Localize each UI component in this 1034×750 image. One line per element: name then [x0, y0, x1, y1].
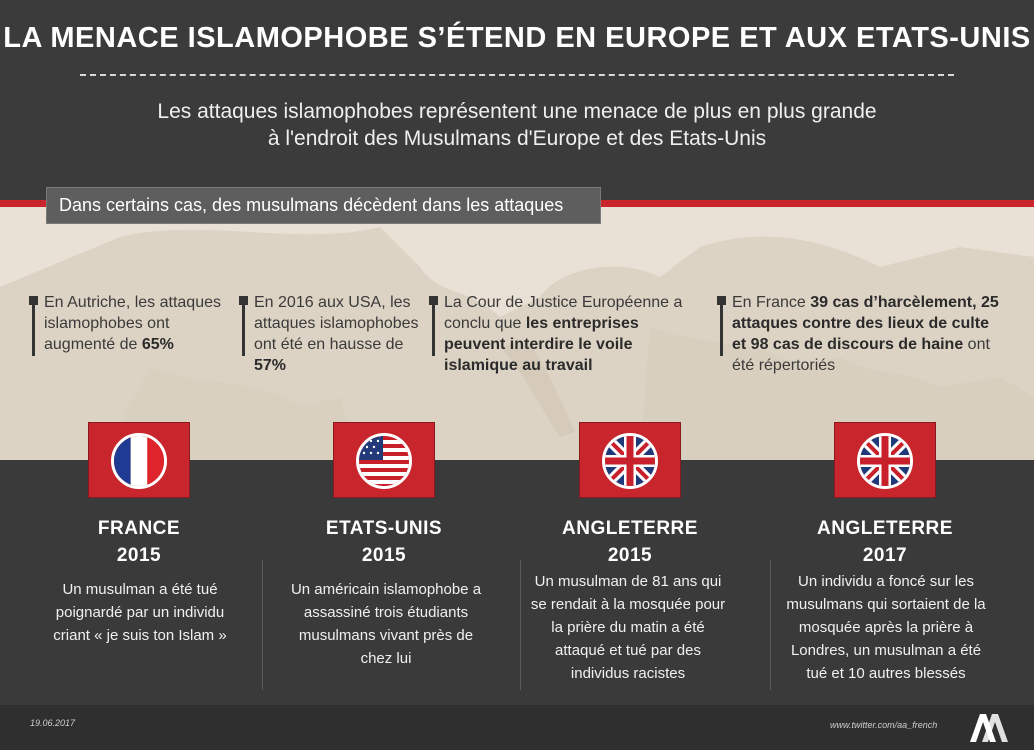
fact-marker-icon — [432, 296, 435, 356]
footer-site: www.twitter.com/aa_french — [830, 720, 938, 730]
footer-date: 19.06.2017 — [30, 718, 76, 728]
fact-text: ont été répertoriés — [732, 336, 990, 374]
case-heading-france — [24, 515, 254, 569]
case-heading-uk-2015 — [515, 515, 745, 569]
fact-text: En France — [732, 294, 811, 311]
case-year: 2015 — [607, 545, 653, 566]
case-country: ETATS-UNIS — [325, 518, 443, 539]
callout-tag: Dans certains cas, des musulmans décèdent dans les attaques — [46, 187, 601, 224]
flag-box-uk-2017 — [834, 422, 936, 498]
column-divider — [262, 560, 263, 690]
flag-box-france — [88, 422, 190, 498]
fact-highlight: 65% — [141, 336, 174, 353]
fact-text: La Cour de Justice Européenne a conclu que — [444, 294, 683, 332]
subtitle-line-2: à l'endroit des Musulmans d'Europe et des Etats-Unis — [267, 127, 767, 150]
fact-text: En Autriche, les attaques islamophobes ont augmenté de — [44, 294, 221, 353]
france-flag-icon — [111, 433, 167, 489]
case-description-usa: Un américain islamophobe a assassiné trois étudiants musulmans vivant près de chez lui — [290, 581, 482, 667]
case-country: ANGLETERRE — [817, 518, 953, 539]
fact-marker-icon — [32, 296, 35, 356]
case-description-france: Un musulman a été tué poignardé par un individu criant « je suis ton Islam » — [53, 581, 227, 644]
column-divider — [520, 560, 521, 690]
fact-highlight: 39 cas d’harcèlement, 25 attaques contre des lieux de culte et 98 cas de discours de haine — [732, 294, 999, 353]
case-description-uk-2015: Un musulman de 81 ans qui se rendait à la mosquée pour la prière du matin a été attaqué et tué par des individus racistes — [530, 573, 726, 682]
case-description-uk-2017: Un individu a foncé sur les musulmans qui sortaient de la mosquée après la prière à Londres, un musulman a été tué et 10 autres blessés — [786, 573, 986, 682]
page-subtitle — [80, 98, 954, 152]
fact-highlight: 57% — [254, 357, 287, 374]
flag-box-uk-2015 — [579, 422, 681, 498]
title-divider — [80, 74, 954, 76]
uk-flag-icon — [602, 433, 658, 489]
case-year: 2017 — [862, 545, 908, 566]
case-year: 2015 — [116, 545, 162, 566]
fact-austria — [32, 292, 232, 355]
case-year: 2015 — [361, 545, 407, 566]
page-title: LA MENACE ISLAMOPHOBE S’ÉTEND EN EUROPE ET AUX ETATS-UNIS — [3, 22, 1031, 54]
flag-box-usa — [333, 422, 435, 498]
fact-usa — [242, 292, 424, 376]
subtitle-line-1: Les attaques islamophobes représentent une menace de plus en plus grande — [157, 100, 877, 123]
agency-logo-icon — [966, 710, 1010, 744]
fact-marker-icon — [720, 296, 723, 356]
usa-flag-icon — [356, 433, 412, 489]
case-country: FRANCE — [97, 518, 181, 539]
case-heading-usa — [269, 515, 499, 569]
fact-highlight: les entreprises peuvent interdire le voile islamique au travail — [444, 315, 639, 374]
fact-text: En 2016 aux USA, les attaques islamophobes ont été en hausse de — [254, 294, 419, 353]
fact-european-court — [432, 292, 704, 376]
column-divider — [770, 560, 771, 690]
fact-france — [720, 292, 1000, 376]
fact-marker-icon — [242, 296, 245, 356]
case-heading-uk-2017 — [770, 515, 1000, 569]
case-country: ANGLETERRE — [562, 518, 698, 539]
uk-flag-icon — [857, 433, 913, 489]
